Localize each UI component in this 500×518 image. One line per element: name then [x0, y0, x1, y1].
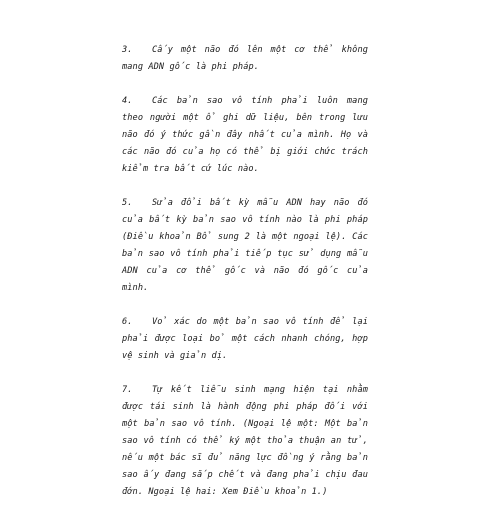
clause-number: 5. [122, 198, 133, 208]
clause-text: Vỏ xác do một bản sao vô tính để lại phải được loại bỏ một cách nhanh chóng, hợp vệ sinh và giản dị. [122, 317, 368, 361]
document-body [122, 42, 368, 518]
clause-6 [122, 314, 368, 365]
clause-number: 4. [122, 96, 133, 106]
clause-text: Các bản sao vô tính phải luôn mang theo người một ổ ghi dữ liệu, bên trong lưu não đó ý thức gần đây nhất của mình. Họ và các não đó của họ có thể bị giới chức trách kiểm tra bất cứ lúc nào. [122, 96, 368, 174]
clause-3 [122, 42, 368, 76]
clause-number: 6. [122, 317, 133, 327]
clause-7 [122, 382, 368, 501]
clause-number: 7. [122, 385, 133, 395]
clause-number: 3. [122, 45, 133, 55]
clause-5 [122, 195, 368, 297]
clause-4 [122, 93, 368, 178]
clause-text: Sửa đổi bất kỳ mẫu ADN hay não đó của bất kỳ bản sao vô tính nào là phi pháp (Điều khoản Bổ sung 2 là một ngoại lệ). Các bản sao vô tính phải tiếp tục sử dụng mẫu ADN của cơ thể gốc và não đó gốc của mình. [122, 198, 368, 293]
clause-text: Tự kết liễu sinh mạng hiện tại nhằm được tái sinh là hành động phi pháp đối với một bản sao vô tính. (Ngoại lệ một: Một bản sao vô tính có thể ký một thỏa thuận an tử, nếu một bác sĩ đủ năng lực đồng ý rằng bản sao ấy đang sắp chết và đang phải chịu đau đớn. Ngoại lệ hai: Xem Điều khoản 1.) [122, 385, 368, 497]
clause-text: Cấy một não đó lên một cơ thể không mang ADN gốc là phi pháp. [122, 45, 368, 72]
